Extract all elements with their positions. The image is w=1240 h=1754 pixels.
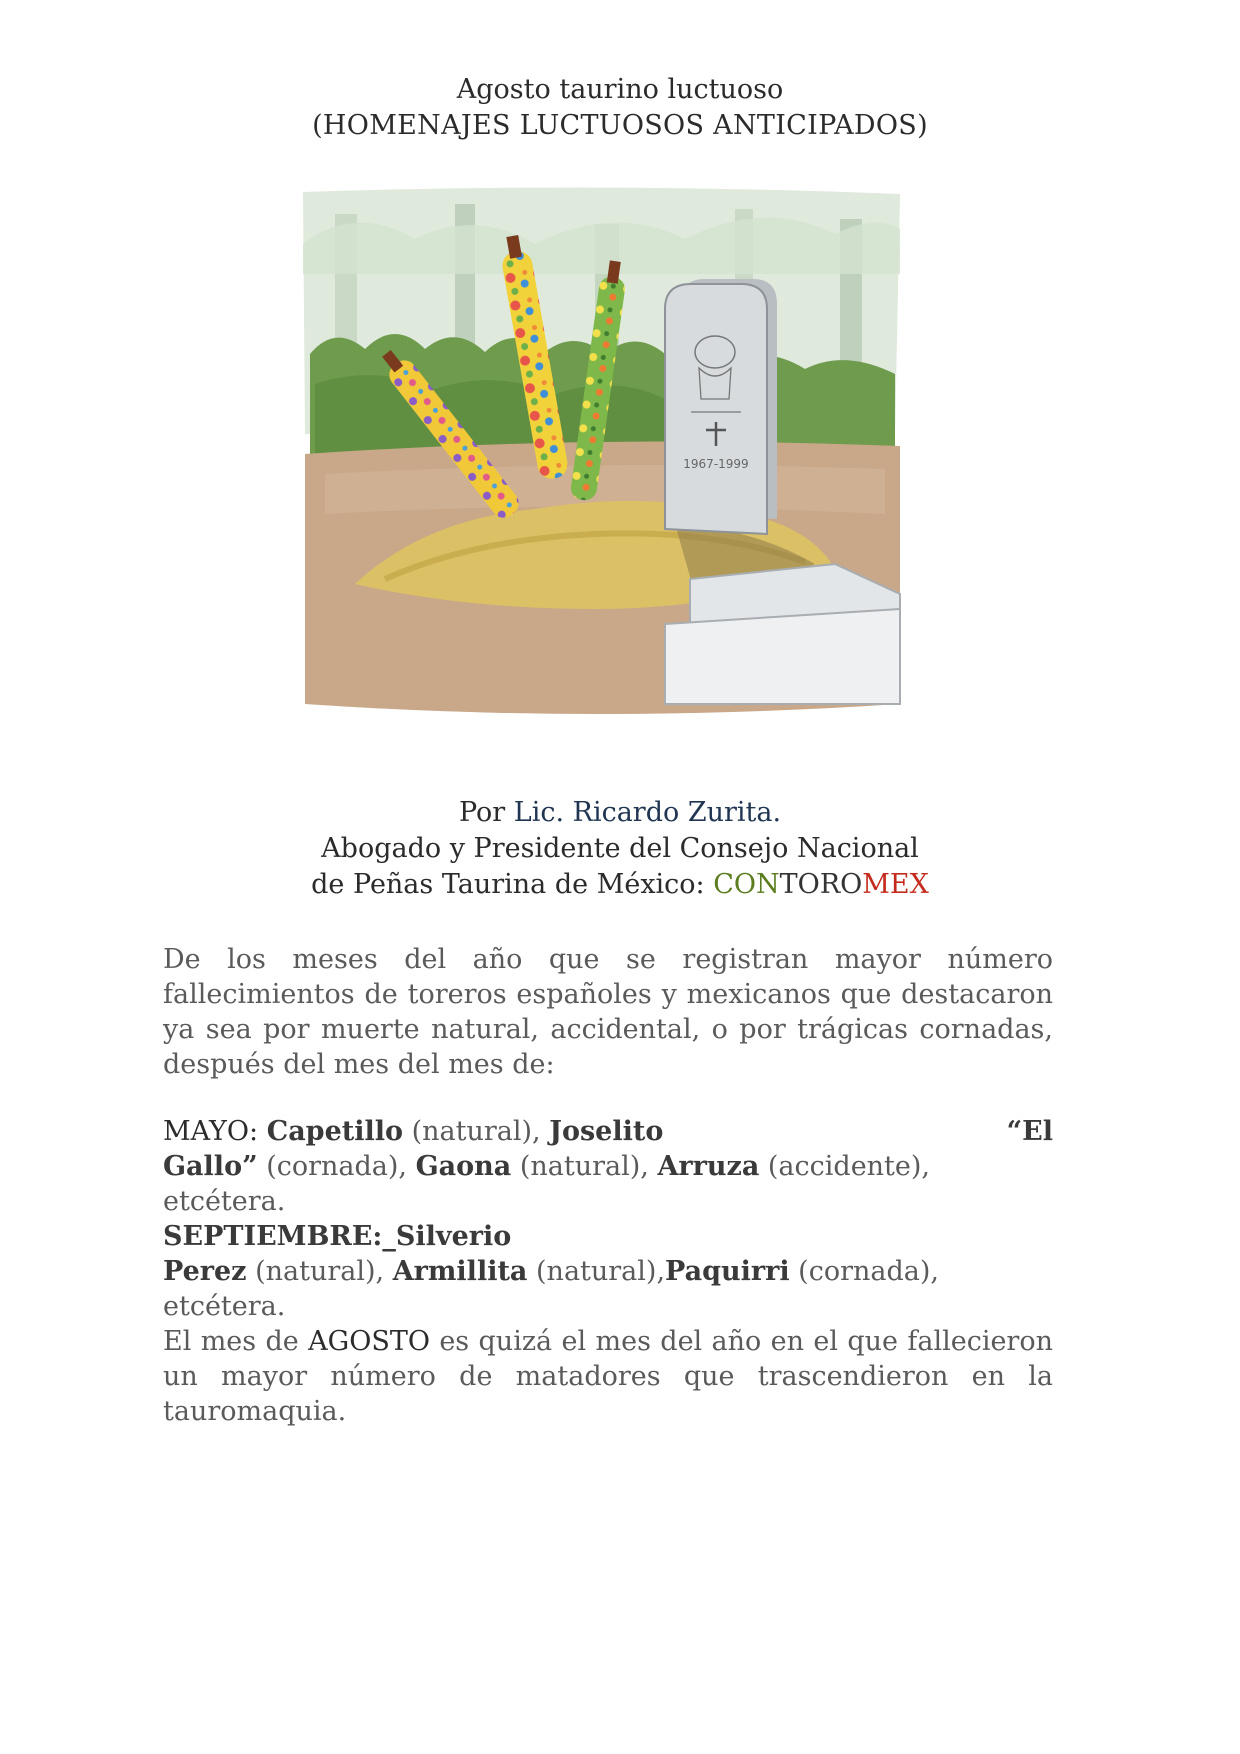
byline-prefix: Por: [458, 797, 514, 828]
matador-name: Arruza: [657, 1151, 760, 1182]
agosto-label: AGOSTO: [308, 1326, 430, 1357]
cause-text: (cornada), etcétera.: [163, 1256, 939, 1322]
septiembre-line-1: [163, 1219, 1053, 1254]
cause-text: (natural),: [403, 1116, 550, 1147]
author-byline: [0, 795, 1240, 903]
mayo-paragraph: [163, 1114, 1053, 1219]
cause-text: (natural),: [527, 1256, 666, 1287]
org-name-toro: TORO: [779, 869, 863, 900]
cause-text: (cornada),: [257, 1151, 416, 1182]
agosto-post: es quizá el mes del año en el que fallecieron un mayor número de matadores que trascendieron en la tauromaquia.: [163, 1326, 1053, 1427]
septiembre-label: SEPTIEMBRE:_: [163, 1221, 396, 1252]
agosto-pre: El mes de: [163, 1326, 309, 1357]
org-line-prefix: de Peñas Taurina de México:: [311, 869, 714, 900]
matador-name: Gaona: [415, 1151, 512, 1182]
matador-name: Perez: [163, 1256, 247, 1287]
matador-name: Silverio: [395, 1221, 512, 1252]
document-title: Agosto taurino luctuoso: [456, 74, 784, 105]
intro-paragraph: De los meses del año que se registran mayor número fallecimientos de toreros españoles y mexicanos que destacaron ya sea por muerte natural, accidental, o por trágicas cornadas, después del mes del mes de:: [163, 944, 1053, 1080]
matador-name: Paquirri: [665, 1256, 790, 1287]
grave-illustration: [295, 184, 905, 726]
document-subtitle: (HOMENAJES LUCTUOSOS ANTICIPADOS): [312, 110, 928, 141]
mayo-line-1: [163, 1114, 1053, 1149]
septiembre-paragraph: [163, 1219, 1053, 1324]
byline-org-line: [0, 867, 1240, 903]
matador-name: Armillita: [392, 1256, 528, 1287]
cause-text: (natural),: [246, 1256, 393, 1287]
author-name: Lic. Ricardo Zurita.: [513, 797, 782, 828]
cause-text: (accidente), etcétera.: [163, 1151, 931, 1217]
cause-text: (natural),: [511, 1151, 658, 1182]
org-name-mex: MEX: [862, 869, 929, 900]
mayo-line-2: [163, 1149, 1053, 1219]
mayo-label: MAYO:: [163, 1116, 267, 1147]
matador-name: Capetillo: [266, 1116, 403, 1147]
matador-name: Gallo”: [163, 1151, 258, 1182]
byline-author-line: [0, 795, 1240, 831]
septiembre-line-2: [163, 1254, 1053, 1324]
org-name-con: CON: [713, 869, 780, 900]
matador-name: Joselito: [549, 1116, 664, 1147]
matador-name: “El: [1006, 1116, 1053, 1147]
tombstone-dates: 1967-1999: [683, 457, 749, 471]
author-role: Abogado y Presidente del Consejo Nacional: [321, 833, 919, 864]
document-header: [0, 72, 1240, 144]
agosto-paragraph: [163, 1324, 1053, 1429]
